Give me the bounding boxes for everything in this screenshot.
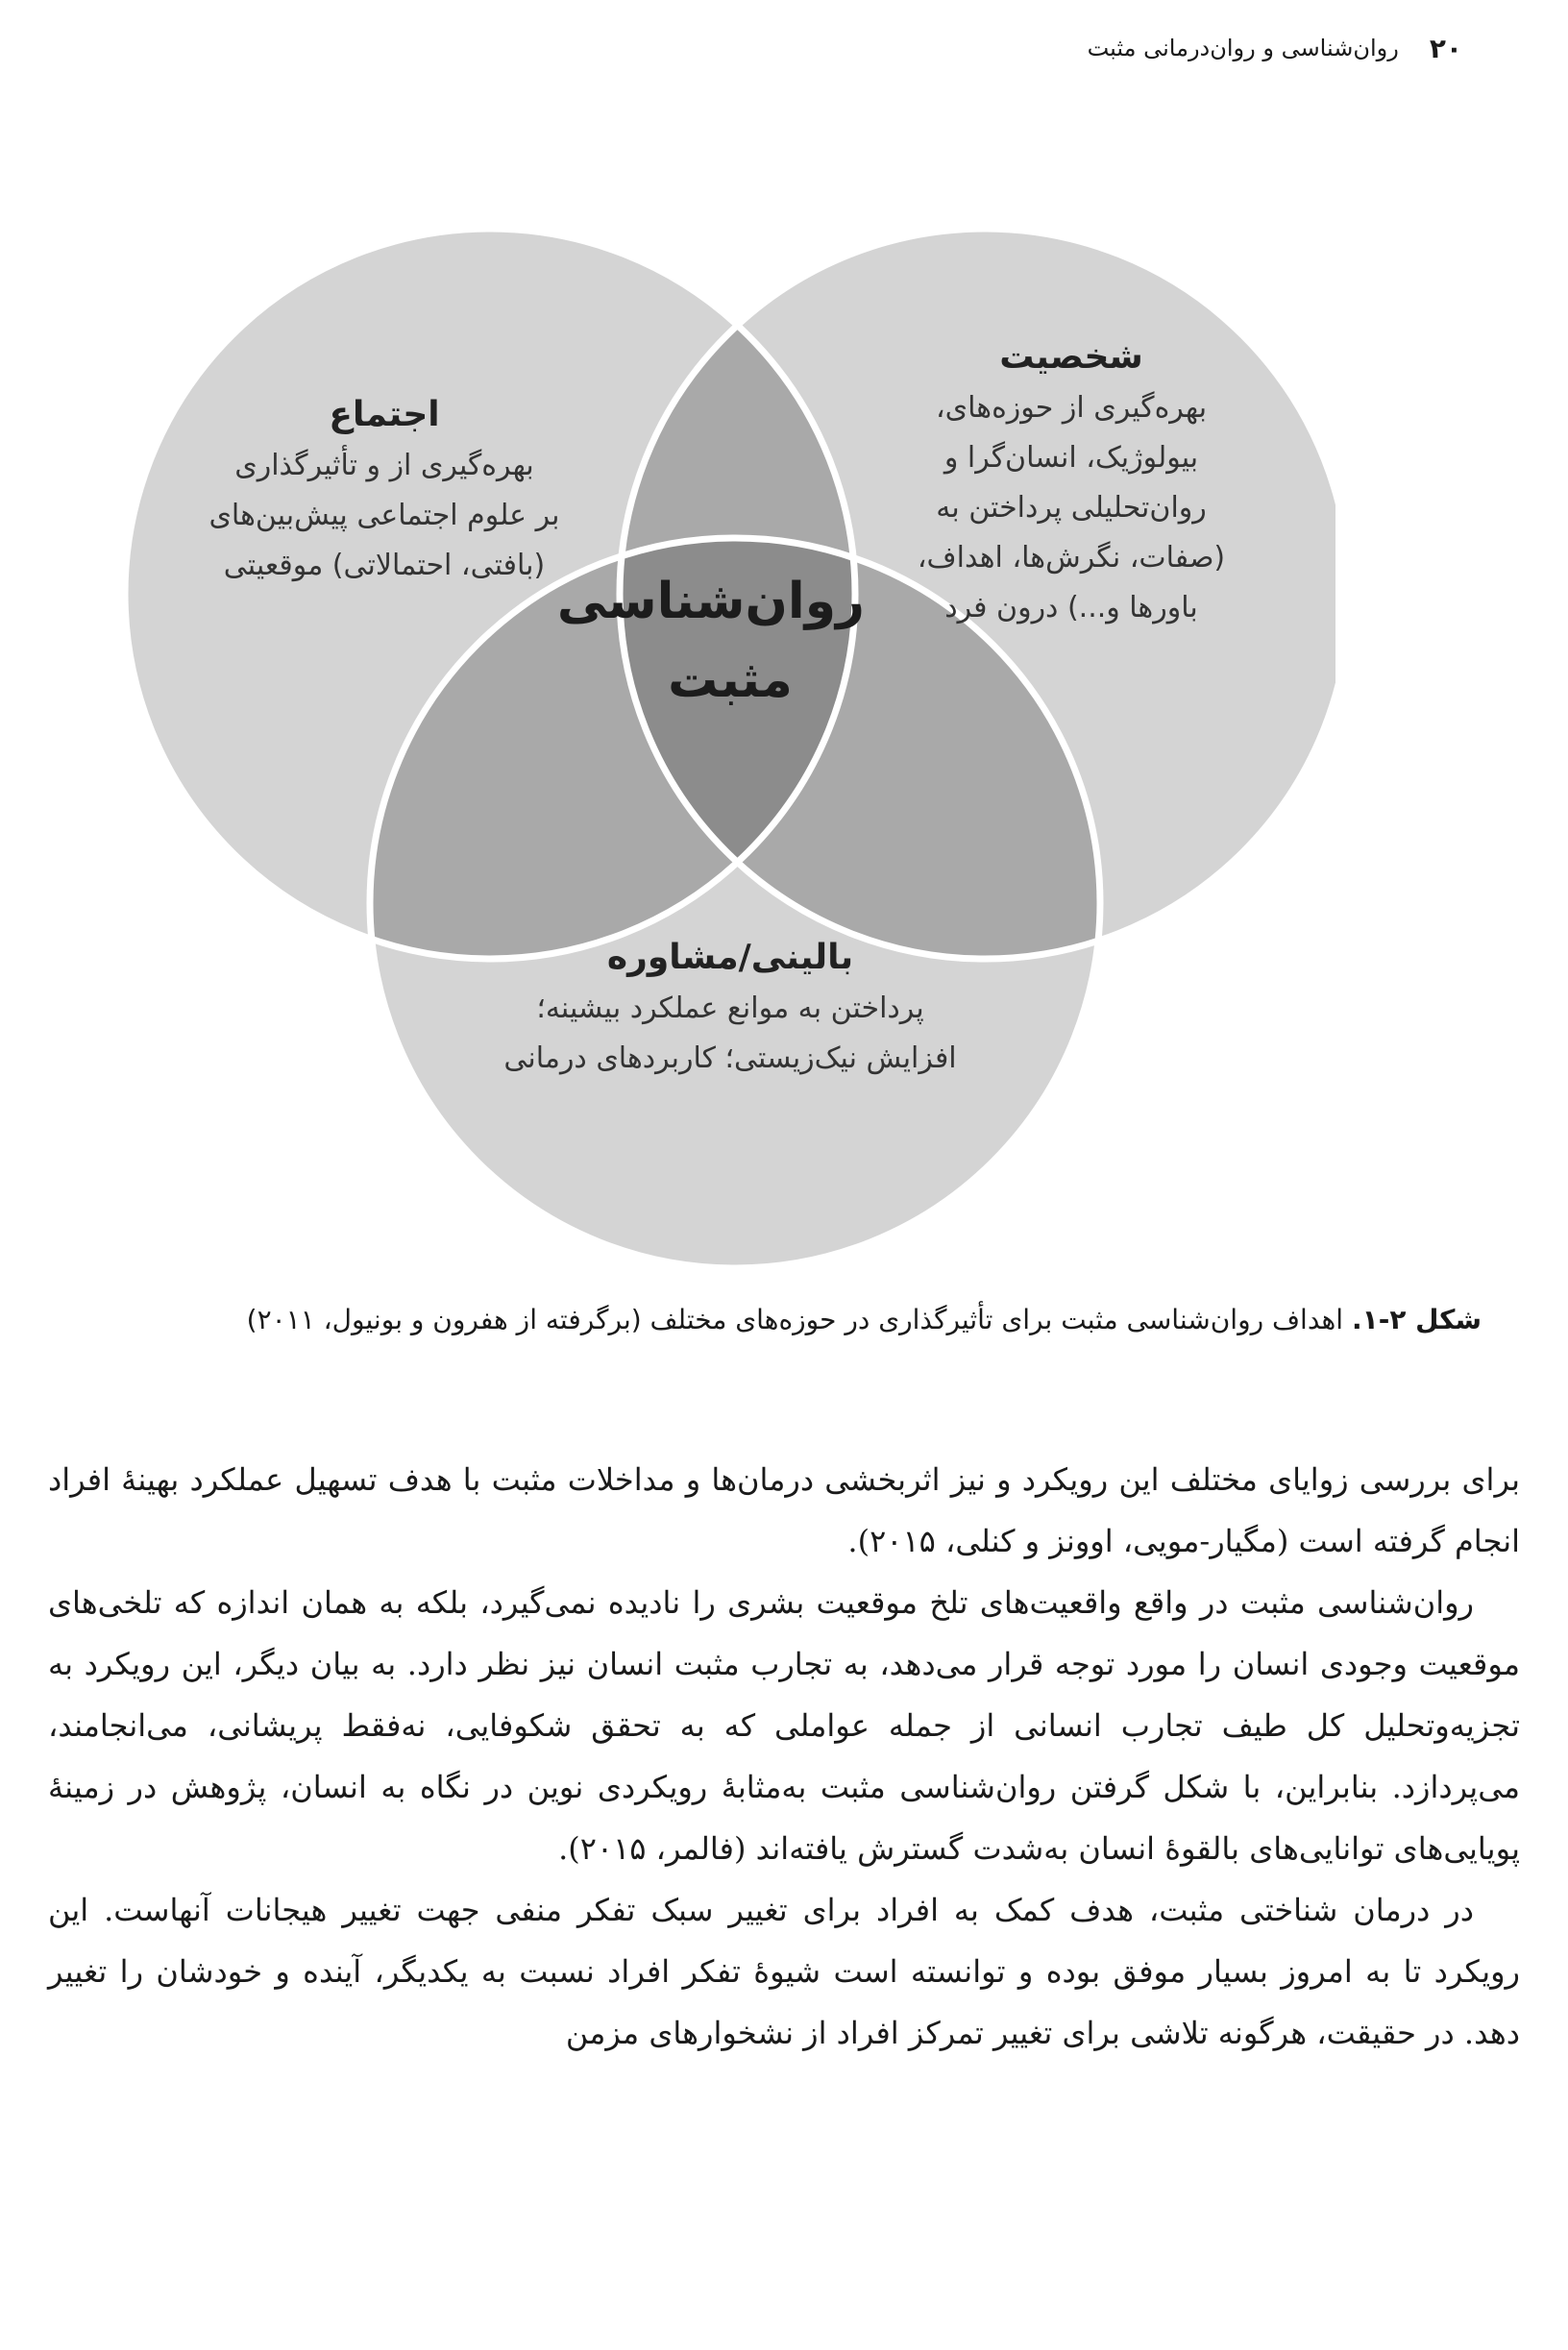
body-text [48,1449,1520,2064]
paragraph: در درمان شناختی مثبت، هدف کمک به افراد برای تغییر سبک تفکر منفی جهت تغییر هیجانات آنهاست. این رویکرد تا به امروز بسیار موفق بوده و توانسته است شیوهٔ تفکر افراد نسبت به یکدیگر، آینده و خودشان را تغییر دهد. در حقیقت، هرگونه تلاشی برای تغییر تمرکز افراد از نشخوارهای مزمن [48,1892,1521,2051]
personality-label [855,331,1287,633]
clinical-line: پرداختن به موانع عملکرد بیشینه؛ [536,991,924,1025]
center-line: مثبت [668,651,793,709]
paragraph: روان‌شناسی مثبت در واقع واقعیت‌های تلخ موقعیت بشری را نادیده نمی‌گیرد، بلکه به همان اندازه که تلخی‌های موقعیت وجودی انسان را مورد توجه قرار می‌دهد، به تجارب مثبت انسان نیز نظر دارد. به بیان دیگر، این رویکرد به تجزیه‌وتحلیل کل طیف تجارب انسانی از جمله عواملی که به تحقق شکوفایی، نه‌فقط پریشانی، می‌انجامند، می‌پردازد. بنابراین، با شکل گرفتن روان‌شناسی مثبت به‌مثابهٔ رویکردی نوین در نگاه به انسان، پژوهش در زمینهٔ پویایی‌های توانایی‌های بالقوهٔ انسان به‌شدت گسترش یافته‌اند (فالمر، ۲۰۱۵). [48,1584,1520,1867]
page-header [982,25,1462,71]
personality-line: بهره‌گیری از حوزه‌های، [935,391,1208,425]
clinical-line: افزایش نیک‌زیستی؛ کاربردهای درمانی [503,1041,957,1075]
personality-heading: شخصیت [999,337,1143,377]
personality-line: (صفات، نگرش‌ها، اهداف، [917,541,1226,575]
page-number: ۲۰ [1429,32,1462,64]
running-title: روان‌شناسی و روان‌درمانی مثبت [1087,35,1399,61]
figure-caption [40,1299,1482,1341]
caption-text: اهداف روان‌شناسی مثبت برای تأثیرگذاری در حوزه‌های مختلف (برگرفته از هفرون و بونیول، ۲۰۱۱) [246,1304,1344,1335]
center-line: روان‌شناسی [556,573,865,630]
personality-line: بیولوژیک، انسان‌گرا و [943,441,1199,475]
center-label [556,562,865,720]
personality-line: روان‌تحلیلی پرداختن به [936,491,1207,525]
society-line: بر علوم اجتماعی پیش‌بین‌های [208,499,560,532]
figure-number: شکل ۲-۱. [1351,1304,1482,1335]
clinical-label [480,932,980,1084]
society-label [159,389,610,591]
society-line: (بافتی، احتمالاتی) موقعیتی [223,549,546,582]
venn-diagram [125,106,1335,1278]
paragraph: برای بررسی زوایای مختلف این رویکرد و نیز اثربخشی درمان‌ها و مداخلات مثبت با هدف تسهیل عملکرد بهینهٔ افراد انجام گرفته است (مگیار-مویی، اوونز و کنلی، ۲۰۱۵). [48,1461,1520,1559]
society-line: بهره‌گیری از و تأثیرگذاری [234,449,534,482]
society-heading: اجتماع [329,395,440,434]
clinical-heading: بالینی/مشاوره [606,938,854,977]
personality-line: باورها و...) درون فرد [944,591,1198,624]
